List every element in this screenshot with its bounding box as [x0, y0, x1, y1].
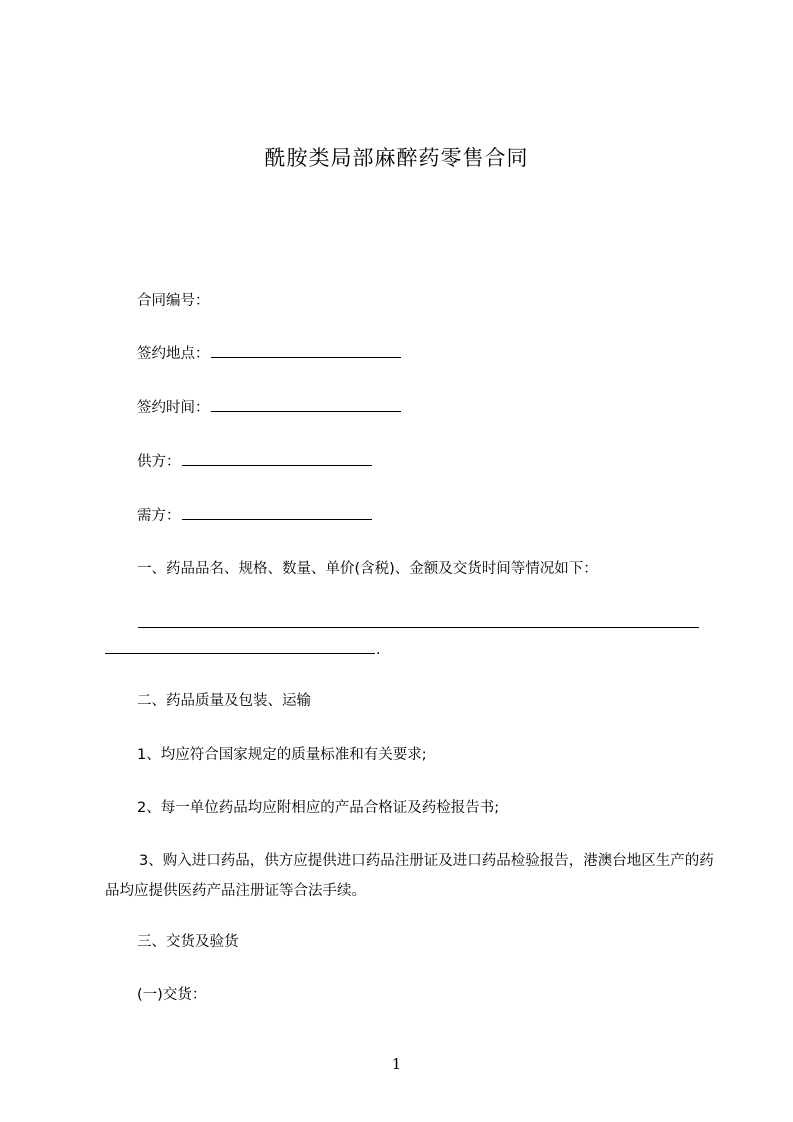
- supplier-field: [137, 452, 372, 472]
- section-3-subheading-1: (一)交货：: [137, 987, 207, 1003]
- section-3-heading: 三、交货及验货: [137, 934, 239, 950]
- section-1-line-end: .: [376, 642, 381, 658]
- sign-place-field: [137, 344, 401, 364]
- sign-place-label: 签约地点：: [137, 346, 210, 362]
- section-2-item-1: 1、均应符合国家规定的质量标准和有关要求;: [137, 747, 427, 763]
- section-1-blank-line-1: [138, 627, 699, 628]
- sign-time-blank: [211, 398, 401, 412]
- buyer-label: 需方：: [137, 508, 181, 524]
- section-1-heading: 一、药品品名、规格、数量、单价(含税)、金额及交货时间等情况如下：: [137, 561, 598, 577]
- supplier-label: 供方：: [137, 454, 181, 470]
- section-2-heading: 二、药品质量及包装、运输: [137, 693, 311, 709]
- contract-number-field: [137, 291, 210, 311]
- section-2-item-2: 2、每一单位药品均应附相应的产品合格证及药检报告书;: [137, 800, 500, 816]
- document-title: 酰胺类局部麻醉药零售合同: [264, 146, 529, 170]
- buyer-field: [137, 506, 372, 526]
- sign-place-blank: [211, 344, 401, 358]
- page-number: 1: [391, 1055, 402, 1073]
- sign-time-label: 签约时间：: [137, 400, 210, 416]
- sign-time-field: [137, 398, 401, 418]
- contract-number-label: 合同编号：: [137, 293, 210, 309]
- buyer-blank: [182, 506, 372, 520]
- supplier-blank: [182, 452, 372, 466]
- section-1-blank-line-2: [105, 653, 375, 654]
- section-2-item-3: 3、购入进口药品，供方应提供进口药品注册证及进口药品检验报告，港澳台地区生产的药品均应提供医药产品注册证等合法手续。: [105, 853, 714, 899]
